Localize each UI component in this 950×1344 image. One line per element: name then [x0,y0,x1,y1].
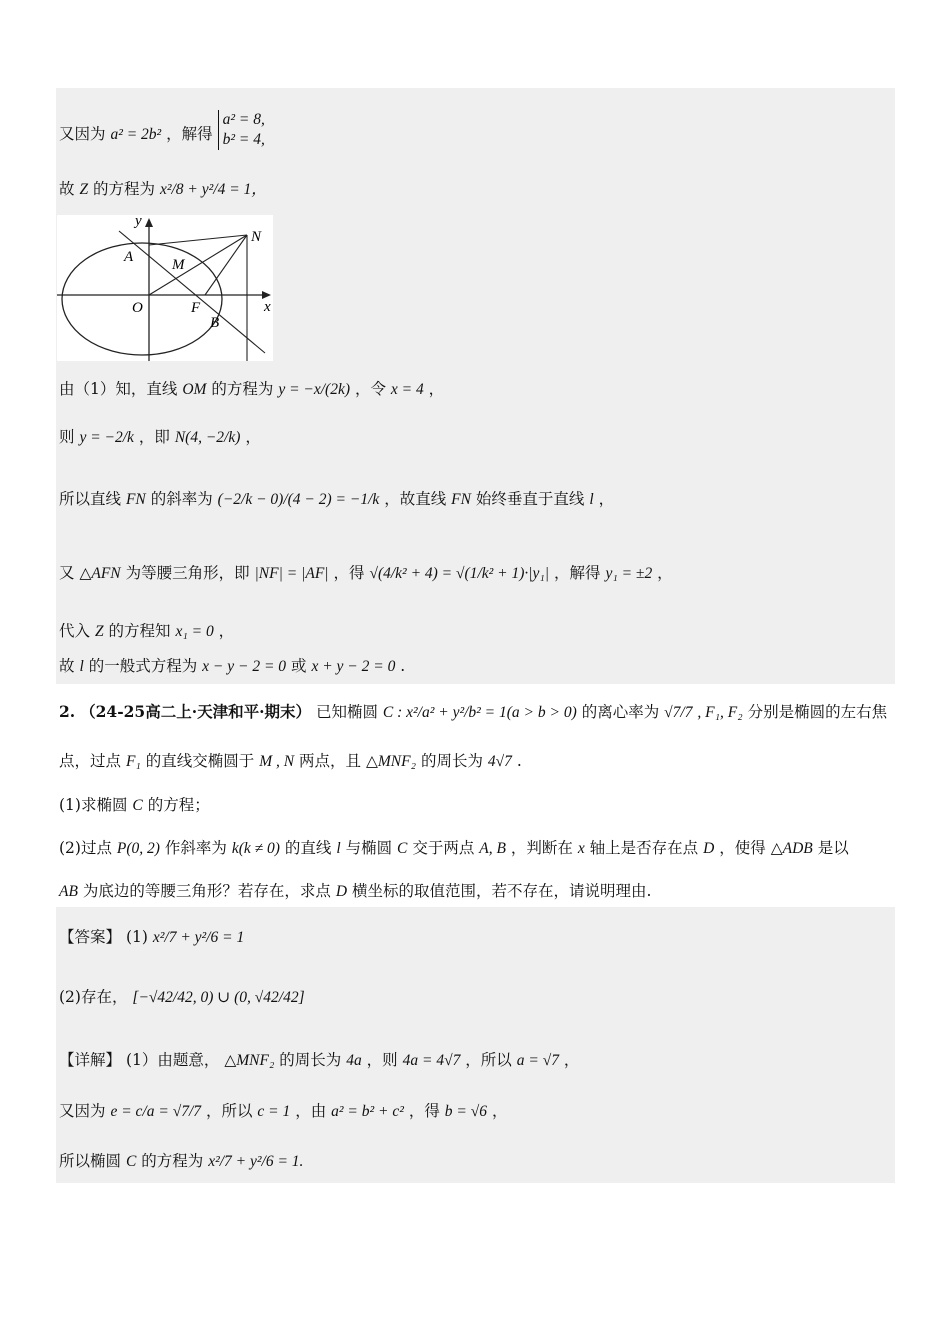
problem-number: 2. [59,702,76,721]
problem2-line2: 点，过点 F₁ 的直线交椭圆于 M , N 两点，且 △MNF₂ 的周长为 4√7 . [59,752,522,770]
problem2-question2-cont: AB 为底边的等腰三角形？若存在，求点 D 横坐标的取值范围，若不存在，请说明理由. [59,882,652,900]
answer-label: 【答案】 [59,928,122,946]
line-ellipse-equation: 故 Z 的方程为 x²/8 + y²/4 = 1， [59,180,267,198]
label-F: F [191,300,201,316]
line-substitute: 代入 Z 的方程知 x₁ = 0 ， [59,622,235,640]
y-axis-arrow [145,218,153,227]
ellipse-curve [62,243,222,355]
label-A: A [124,249,134,265]
problem-source: （24-25高二上·天津和平·期末） [80,702,311,721]
line-a-relation: 又因为 a² = 2b² ，解得 a² = 8, b² = 4, [59,120,265,150]
solution-box-2 [56,907,895,1183]
ellipse-figure [57,215,273,361]
problem2-line1: 2. （24-25高二上·天津和平·期末） 已知椭圆 C : x²/a² + y²/b² = 1(a > b > 0) 的离心率为 √7/7 , F₁, F₂ 分别是椭圆的左右焦 [59,702,888,721]
line-OM-equation: 由（1）知，直线 OM 的方程为 y = −x/(2k) ，令 x = 4 ， [59,380,445,398]
system-of-equations: a² = 8, b² = 4, [218,110,265,150]
line-N-coordinates: 则 y = −2/k ，即 N(4, −2/k) ， [59,428,261,446]
label-M: M [172,257,185,273]
ellipse-diagram [57,215,273,361]
problem2-question2: (2)过点 P(0, 2) 作斜率为 k(k ≠ 0) 的直线 l 与椭圆 C 交于两点 A, B ，判断在 x 轴上是否存在点 D ，使得 △ADB 是以 [59,839,849,857]
detail-line1: 【详解】 (1）由题意， △MNF₂ 的周长为 4a ，则 4a = 4√7 ，所以 a = √7 ， [59,1051,580,1069]
answer-line2: (2)存在， [−√42/42, 0) ∪ (0, √42/42] [59,988,305,1006]
detail-label: 【详解】 [59,1051,122,1069]
label-x: x [264,299,271,315]
line-l-general-form: 故 l 的一般式方程为 x − y − 2 = 0 或 x + y − 2 = 0 . [59,657,406,675]
answer-line1: 【答案】 (1) x²/7 + y²/6 = 1 [59,928,245,946]
detail-line2: 又因为 e = c/a = √7/7 ，所以 c = 1 ，由 a² = b² + c² ，得 b = √6 ， [59,1102,508,1120]
line-FN-slope: 所以直线 FN 的斜率为 (−2/k − 0)/(4 − 2) = −1/k ，故直线 FN 始终垂直于直线 l ， [59,490,615,508]
x-axis-arrow [262,291,271,299]
label-B: B [210,315,220,331]
detail-line3: 所以椭圆 C 的方程为 x²/7 + y²/6 = 1. [59,1152,304,1170]
label-y: y [135,215,142,229]
label-N: N [251,229,262,245]
problem2-question1: (1)求椭圆 C 的方程； [59,796,210,814]
line-AB [119,231,265,353]
label-O: O [132,300,143,316]
line-FN [205,235,247,295]
line-isosceles: 又 △AFN 为等腰三角形，即 |NF| = |AF| ，得 √(4/k² + 4) = √(1/k² + 1)·|y₁| ，解得 y₁ = ±2 ， [59,564,673,582]
